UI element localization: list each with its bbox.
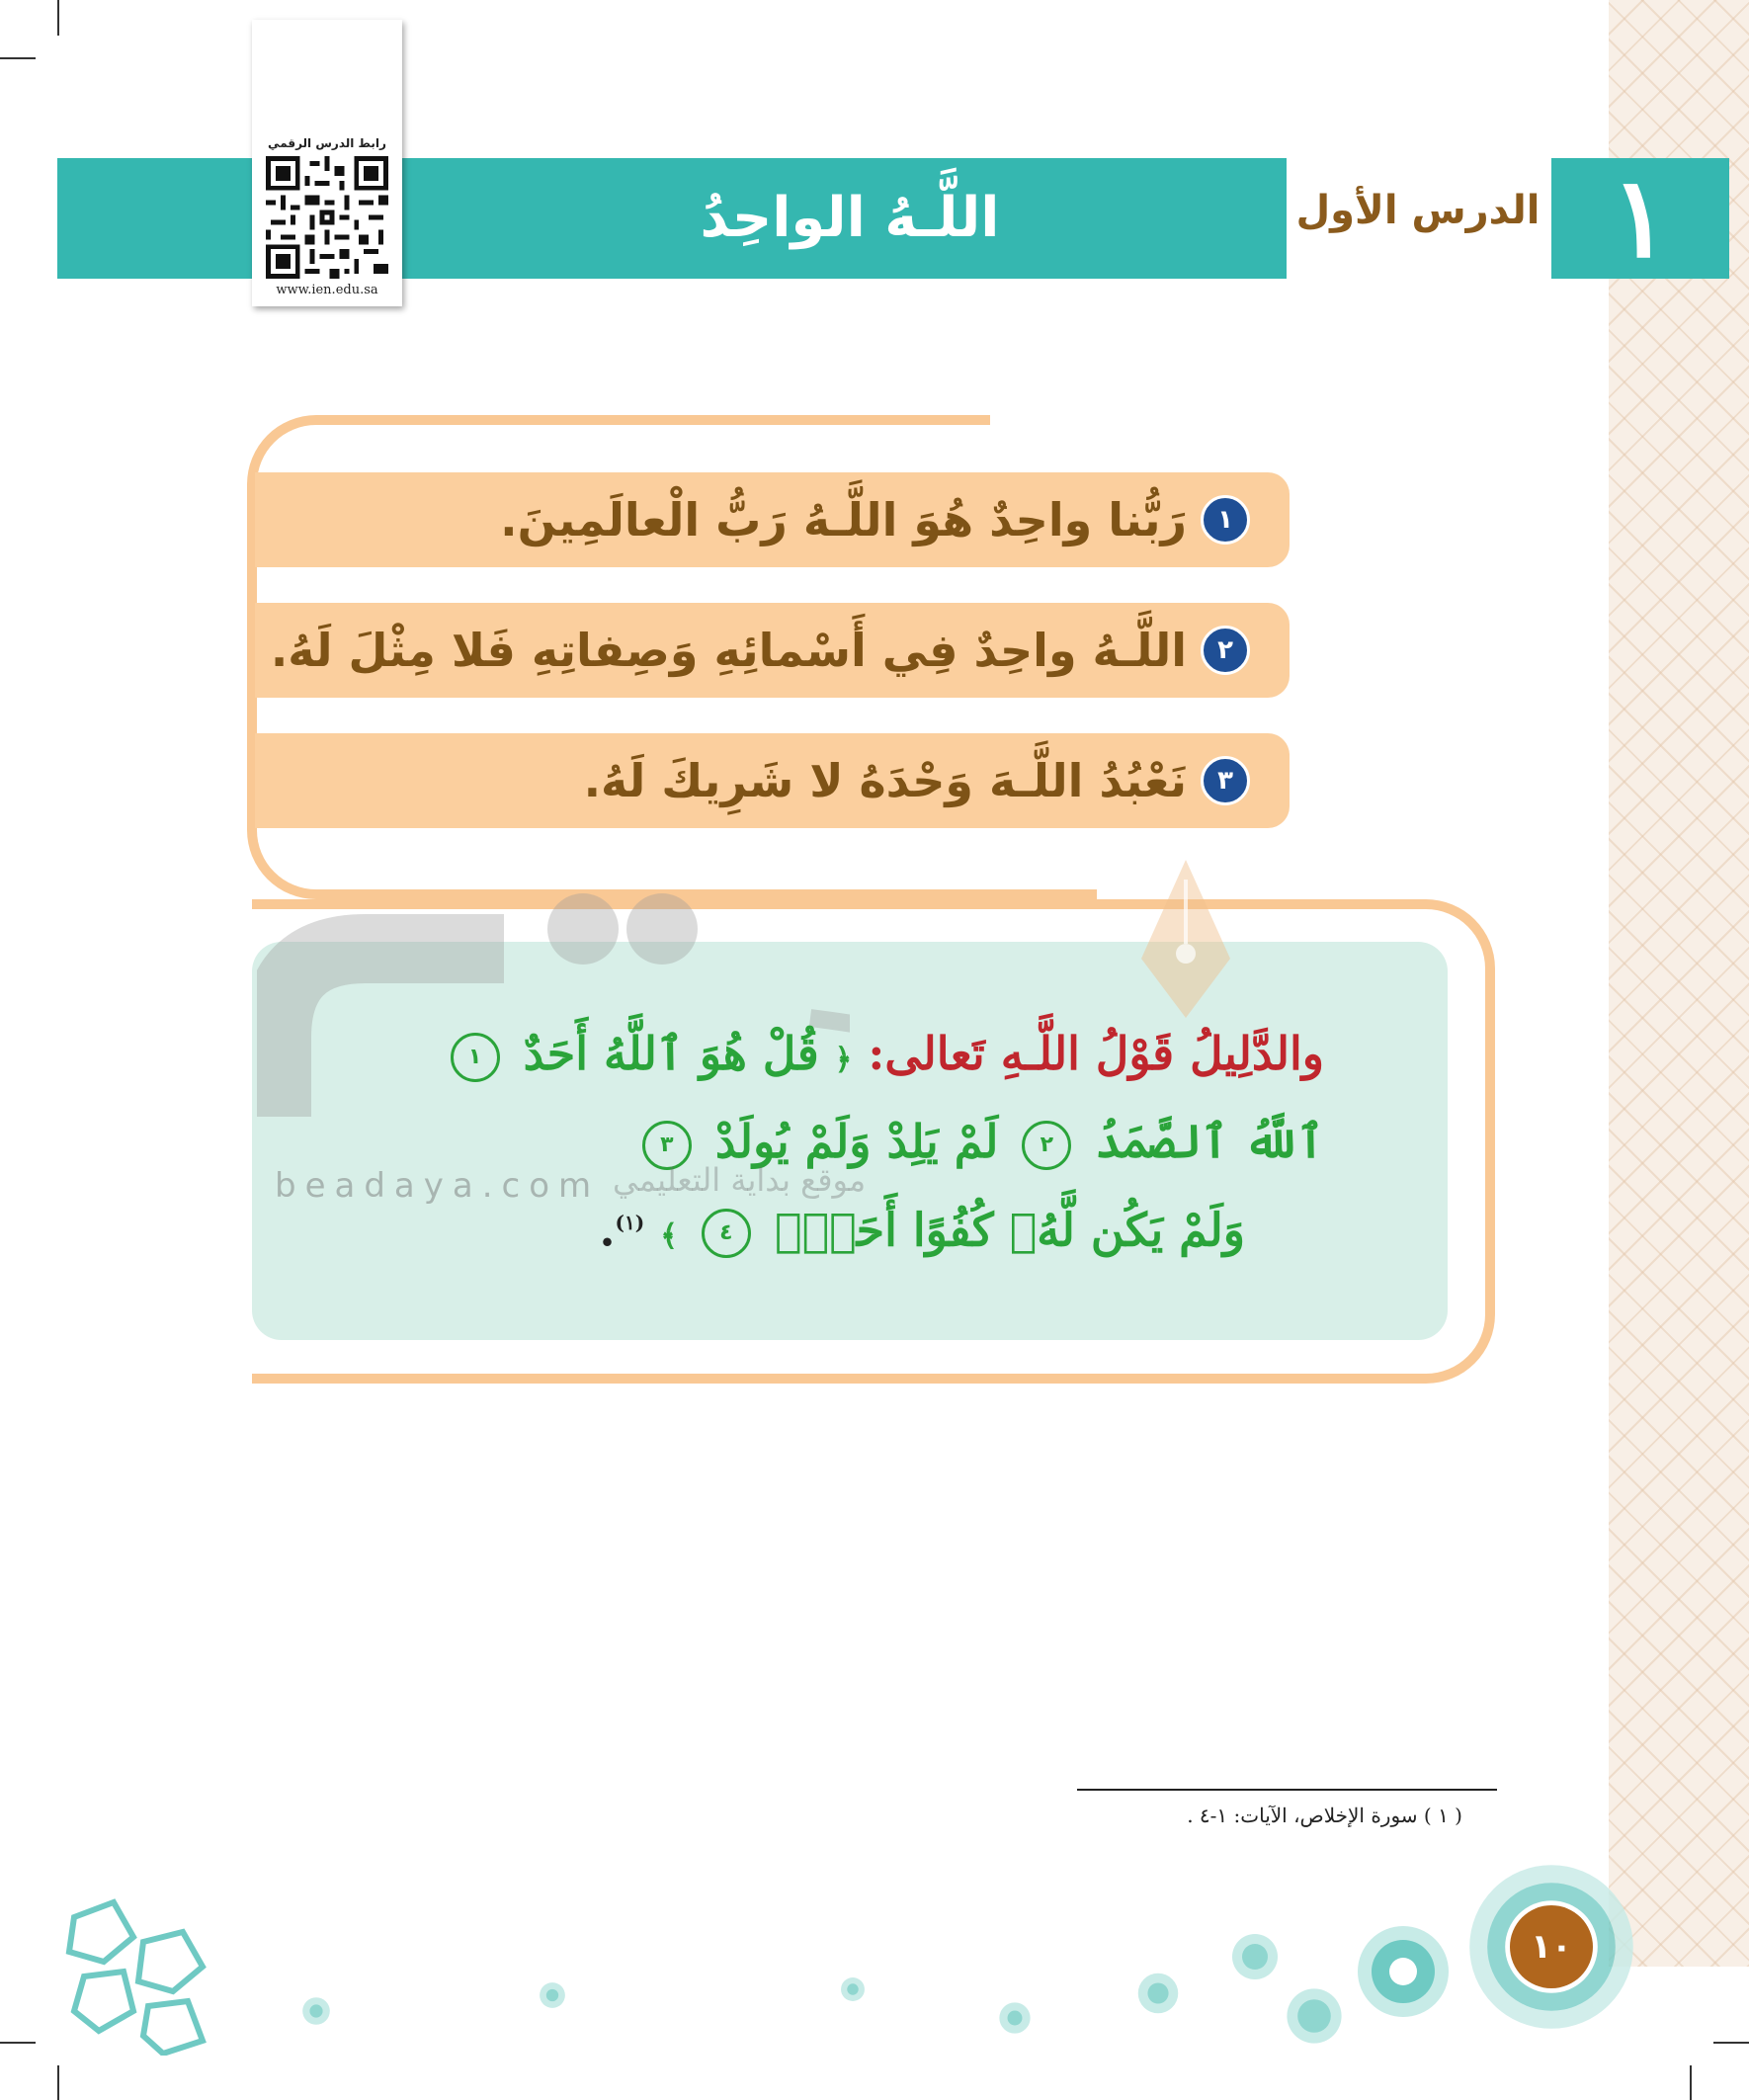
point-number-badge: ٣ [1201, 756, 1250, 805]
footnote-reference: (١) [615, 1211, 645, 1234]
evidence-line-1 [296, 1013, 1324, 1101]
qr-card[interactable] [252, 20, 402, 306]
point-text: اللَّـهُ واحِدٌ فِي أَسْمائِهِ وَصِفاتِهِ فَلا مِثْلَ لَهُ. [270, 624, 1187, 677]
crop-mark [0, 57, 36, 59]
watermark-arabic: موقع بداية التعليمي [613, 1161, 867, 1199]
page-title: اللَّـهُ الواحِدُ [700, 186, 1000, 250]
quran-verse: قُلْ هُوَ ٱللَّهُ أَحَدٌ [523, 1027, 819, 1080]
point-number-badge: ١ [1201, 495, 1250, 545]
crop-mark [57, 0, 59, 36]
point-number-badge: ٢ [1201, 626, 1250, 675]
lesson-number: ١ [1551, 158, 1729, 279]
footnote-text: ( ١ ) سورة الإخلاص، الآيات: ١-٤ . [1187, 1804, 1462, 1827]
rosette-icon [1136, 1972, 1180, 2015]
quran-verse: وَلَمْ يَكُن لَّهُۥ كُفُوًا أَحَدٌۢ [774, 1203, 1245, 1257]
quran-verse: لَمْ يَلِدْ وَلَمْ يُولَدْ [714, 1115, 999, 1168]
pen-nib-icon [1136, 860, 1235, 1018]
decorative-pattern-strip [1609, 0, 1749, 1967]
lesson-label: الدرس الأول [1295, 188, 1541, 233]
crop-mark [0, 2042, 36, 2044]
close-ornament: ﴾ [660, 1218, 678, 1254]
qr-caption: رابط الدرس الرقمي [268, 136, 386, 150]
rosette-icon [539, 1981, 566, 2009]
end-dot: . [599, 1203, 616, 1257]
ayah-number-marker: ٢ [1022, 1121, 1071, 1170]
point-text: رَبُّنا واحِدٌ هُوَ اللَّـهُ رَبُّ الْعالَمِينَ. [500, 493, 1187, 546]
ayah-number-marker: ١ [451, 1033, 500, 1082]
rosette-icon [1230, 1932, 1280, 1981]
rosette-icon [301, 1996, 331, 2026]
rosette-icon [840, 1976, 866, 2002]
rosette-icon [1354, 1922, 1453, 2021]
qr-code-icon[interactable] [266, 156, 388, 279]
open-ornament: ﴿ [834, 1043, 853, 1077]
ayah-number-marker: ٣ [642, 1121, 692, 1170]
footnote-divider [1077, 1789, 1497, 1791]
page-number: ١٠ [1510, 1905, 1593, 1988]
evidence-text [296, 1013, 1324, 1277]
frame-gap [990, 410, 1109, 430]
point-item [255, 733, 1290, 828]
geometric-ornament-icon [54, 1897, 222, 2056]
rosette-icon [1285, 1986, 1344, 2046]
watermark-latin: beadaya.com [275, 1166, 601, 1206]
ayah-number-marker: ٤ [702, 1209, 751, 1258]
evidence-intro: والدَّلِيلُ قَوْلُ اللَّـهِ تَعالى: [868, 1027, 1324, 1080]
crop-mark [1713, 2042, 1749, 2044]
point-text: نَعْبُدُ اللَّـهَ وَحْدَهُ لا شَرِيكَ لَهُ. [583, 754, 1187, 807]
crop-mark [1690, 2065, 1692, 2100]
point-item [255, 603, 1290, 698]
rosette-icon [998, 2001, 1032, 2035]
qr-url[interactable]: www.ien.edu.sa [276, 283, 378, 297]
quran-verse: ٱللَّهُ ٱلصَّمَدُ [1095, 1115, 1324, 1168]
point-item [255, 472, 1290, 567]
crop-mark [57, 2065, 59, 2100]
